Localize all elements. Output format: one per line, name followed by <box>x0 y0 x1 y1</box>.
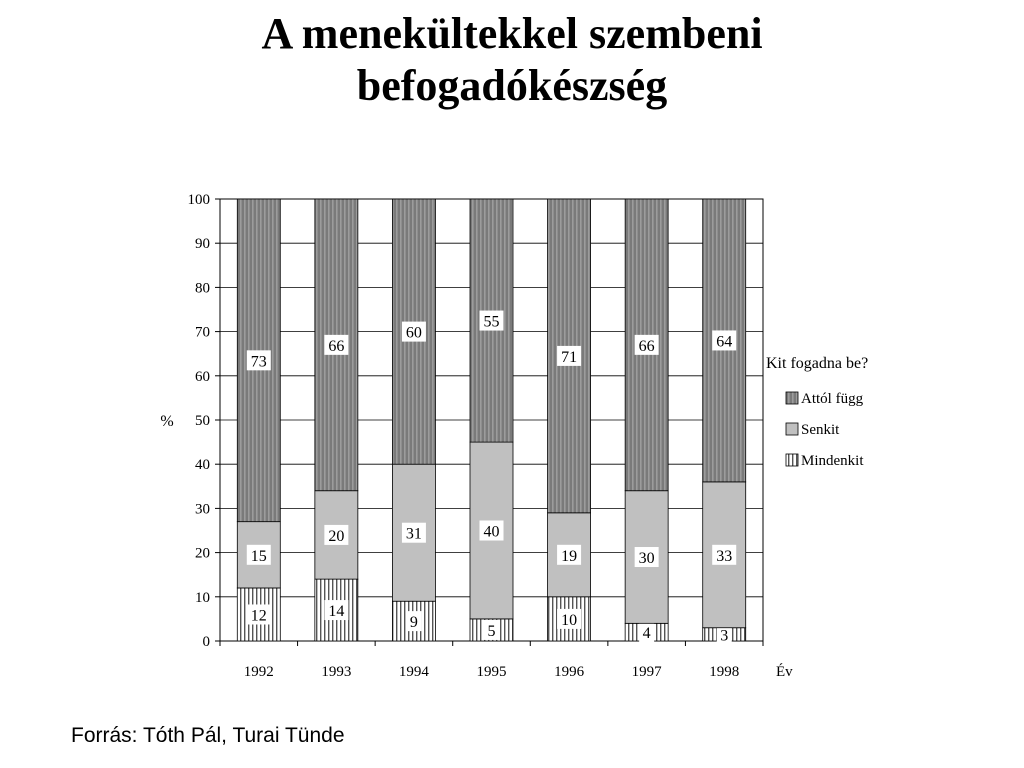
data-label-1998-attól-függ: 64 <box>716 333 733 351</box>
y-tick-label-40: 40 <box>195 457 210 474</box>
data-label-1995-attól-függ: 55 <box>483 313 500 331</box>
legend-swatch-attól-függ <box>786 392 798 404</box>
data-label-1998-mindenkit: 3 <box>720 627 729 645</box>
y-axis-label: % <box>160 413 174 430</box>
legend-label-senkit: Senkit <box>801 422 840 438</box>
data-label-1993-senkit: 20 <box>328 527 345 545</box>
data-label-1994-mindenkit: 9 <box>409 614 418 632</box>
data-label-1996-mindenkit: 10 <box>561 611 578 629</box>
data-label-1997-attól-függ: 66 <box>638 337 655 355</box>
y-tick-label-70: 70 <box>195 324 210 341</box>
legend-swatch-mindenkit <box>786 454 798 466</box>
y-tick-label-100: 100 <box>187 192 210 208</box>
legend-swatch-senkit <box>786 423 798 435</box>
data-label-1995-mindenkit: 5 <box>487 622 496 640</box>
source-note: Forrás: Tóth Pál, Turai Tünde <box>71 724 345 747</box>
data-label-1992-mindenkit: 12 <box>250 607 267 625</box>
y-tick-label-20: 20 <box>195 545 210 562</box>
x-tick-label-1996: 1996 <box>554 664 585 680</box>
data-label-1996-senkit: 19 <box>561 547 578 565</box>
y-tick-label-90: 90 <box>195 236 210 253</box>
data-label-1992-senkit: 15 <box>250 547 267 565</box>
y-tick-label-50: 50 <box>195 413 210 429</box>
y-tick-label-30: 30 <box>195 501 210 518</box>
x-tick-label-1997: 1997 <box>631 664 662 680</box>
x-axis-label: Év <box>776 664 793 680</box>
data-label-1993-attól-függ: 66 <box>328 337 345 355</box>
x-tick-label-1993: 1993 <box>321 664 352 680</box>
slide-title-line1: A menekültekkel szembeni <box>261 9 763 58</box>
y-tick-label-80: 80 <box>195 280 210 297</box>
data-label-1997-senkit: 30 <box>638 550 655 568</box>
data-label-1992-attól-függ: 73 <box>250 353 267 371</box>
slide-title-line2: befogadókészség <box>356 61 668 110</box>
data-label-1998-senkit: 33 <box>716 547 733 565</box>
data-label-1996-attól-függ: 71 <box>561 348 578 366</box>
x-tick-label-1994: 1994 <box>398 664 429 680</box>
legend-label-attól-függ: Attól függ <box>801 391 864 407</box>
y-tick-label-60: 60 <box>195 368 210 385</box>
data-label-1994-attól-függ: 60 <box>405 324 422 342</box>
data-label-1995-senkit: 40 <box>483 523 500 541</box>
data-label-1994-senkit: 31 <box>405 525 422 543</box>
legend-label-mindenkit: Mindenkit <box>801 453 864 469</box>
data-label-1993-mindenkit: 14 <box>328 603 345 621</box>
legend-title: Kit fogadna be? <box>766 355 869 372</box>
x-tick-label-1998: 1998 <box>709 664 740 680</box>
y-tick-label-0: 0 <box>202 634 210 650</box>
x-tick-label-1992: 1992 <box>243 664 274 680</box>
data-label-1997-mindenkit: 4 <box>642 625 651 643</box>
x-tick-label-1995: 1995 <box>476 664 507 680</box>
y-tick-label-10: 10 <box>195 589 210 606</box>
